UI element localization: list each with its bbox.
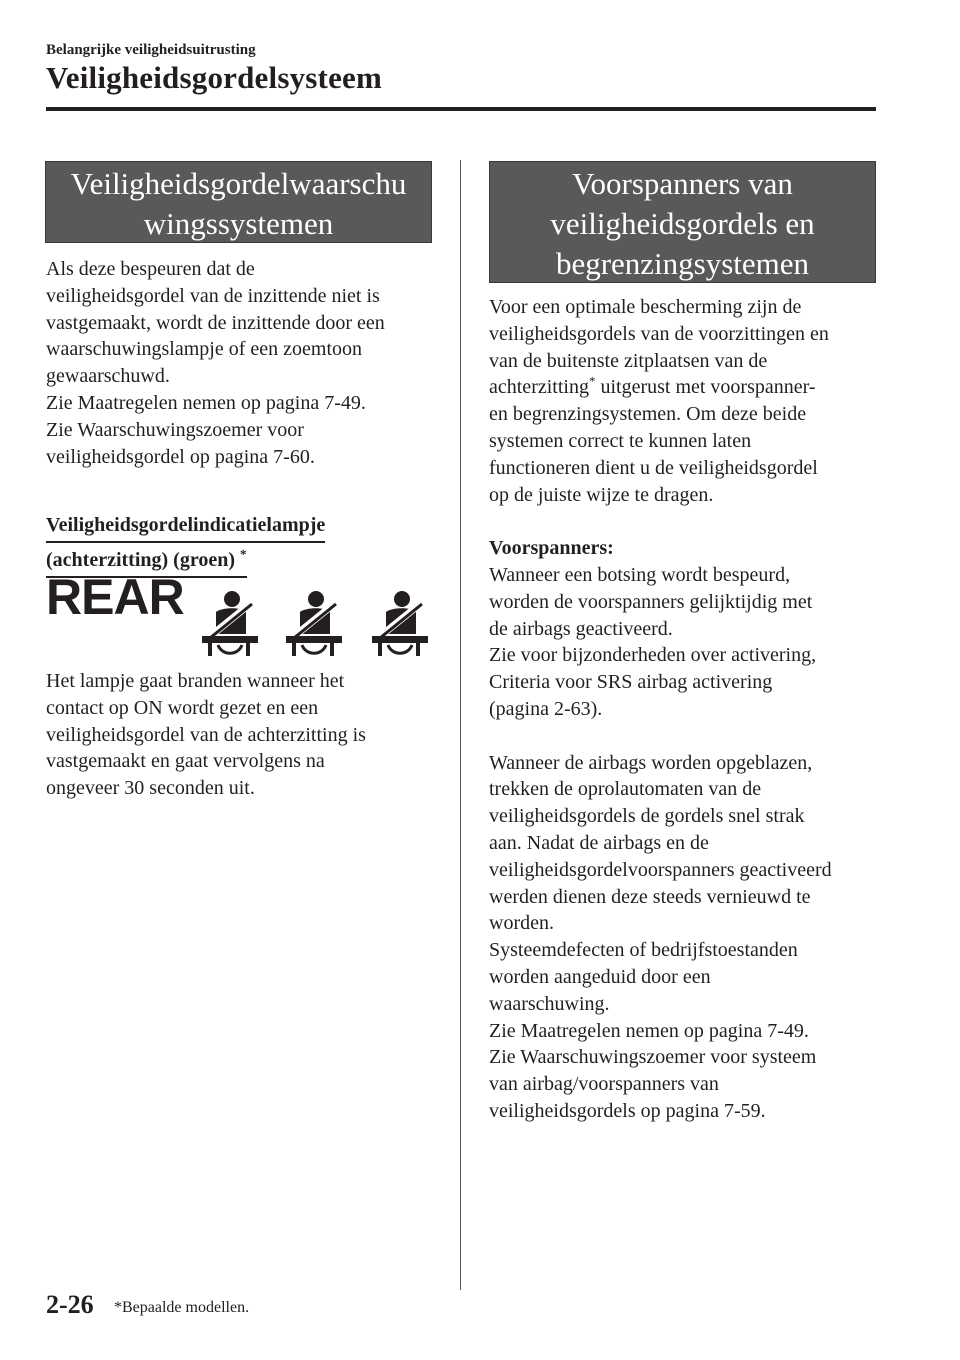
text-line: gewaarschuwd. — [46, 365, 170, 388]
footnote: *Bepaalde modellen. — [114, 1299, 250, 1316]
text-line: waarschuwingslampje of een zoemtoon — [46, 338, 363, 361]
intro-paragraph — [46, 256, 446, 470]
indicator-description — [46, 668, 446, 802]
text-line: veiligheidsgordels op pagina 7-59. — [489, 1099, 766, 1122]
text-line: veiligheidsgordel op pagina 7-60. — [46, 445, 315, 468]
text-line: vastgemaakt en gaat vervolgens na — [46, 750, 325, 773]
heading-line: begrenzingsystemen — [555, 246, 810, 281]
rear-indicator-label: REAR — [46, 569, 184, 625]
text-line: van de buitenste zitplaatsen van de — [489, 349, 768, 372]
text-line: veiligheidsgordel van de inzittende niet is — [46, 284, 380, 307]
pretensioner-body — [489, 294, 889, 1125]
paragraph-gap — [489, 508, 889, 535]
seatbelt-icon — [282, 590, 346, 660]
pretensioner-title: Voorspanners: — [489, 537, 614, 560]
subheading-line: Veiligheidsgordelindicatielampje — [46, 510, 325, 543]
text-fragment: uitgerust met voorspanner- — [595, 376, 816, 399]
text-line: worden. — [489, 912, 554, 935]
text-fragment: achterzitting — [489, 376, 589, 399]
text-line: (pagina 2-63). — [489, 697, 603, 720]
text-line: veiligheidsgordels van de voorzittingen en — [489, 322, 829, 345]
text-line: veiligheidsgordelvoorspanners geactiveerd — [489, 858, 832, 881]
text-line: vastgemaakt, wordt de inzittende door een — [46, 311, 385, 334]
footnote-mark: * — [588, 373, 596, 389]
column-divider — [460, 160, 461, 1290]
text-line: ongeveer 30 seconden uit. — [46, 777, 255, 800]
text-line: veiligheidsgordel van de achterzitting is — [46, 723, 366, 746]
text-line: Zie Maatregelen nemen op pagina 7-49. — [489, 1019, 809, 1042]
text-line: Zie Waarschuwingszoemer voor systeem — [489, 1046, 817, 1069]
text-line: en begrenzingsystemen. Om deze beide — [489, 403, 807, 426]
text-line: op de juiste wijze te dragen. — [489, 483, 714, 506]
text-line: werden dienen deze steeds vernieuwd te — [489, 885, 811, 908]
text-line: waarschuwing. — [489, 992, 610, 1015]
page-number: 2-26 — [46, 1290, 94, 1319]
text-line: Zie voor bijzonderheden over activering, — [489, 644, 817, 667]
heading-line: wingssystemen — [143, 206, 334, 241]
heading-pretensioners — [489, 161, 876, 283]
text-line: functioneren dient u de veiligheidsgordel — [489, 456, 818, 479]
text-line: Als deze bespeuren dat de — [46, 258, 255, 280]
text-line: Het lampje gaat branden wanneer het — [46, 670, 345, 692]
text-line: Criteria voor SRS airbag activering — [489, 671, 773, 694]
text-line — [489, 374, 889, 401]
page-title: Veiligheidsgordelsysteem — [46, 60, 383, 95]
text-line: Voor een optimale bescherming zijn de — [489, 296, 802, 318]
seatbelt-icon — [198, 590, 262, 660]
subheading-text: (achterzitting) (groen) — [46, 549, 236, 571]
heading-line: Veiligheidsgordelwaarschu — [70, 166, 407, 201]
text-line: worden aangeduid door een — [489, 965, 711, 988]
text-line: systemen correct te kunnen laten — [489, 429, 752, 452]
title-rule — [46, 107, 876, 111]
heading-line: veiligheidsgordels en — [550, 206, 815, 241]
text-line: Zie Waarschuwingszoemer voor — [46, 418, 304, 441]
text-line: worden de voorspanners gelijktijdig met — [489, 590, 813, 613]
footnote-mark: * — [240, 546, 247, 562]
section-label: Belangrijke veiligheidsuitrusting — [46, 42, 256, 58]
heading-line: Voorspanners van — [572, 166, 793, 201]
text-line: aan. Nadat de airbags en de — [489, 831, 709, 854]
text-line: de airbags geactiveerd. — [489, 617, 673, 640]
text-line: Wanneer een botsing wordt bespeurd, — [489, 563, 791, 586]
text-line: van airbag/voorspanners van — [489, 1073, 719, 1096]
text-line: Wanneer de airbags worden opgeblazen, — [489, 751, 813, 774]
text-line: Systeemdefecten of bedrijfstoestanden — [489, 939, 798, 962]
text-line: trekken de oprolautomaten van de — [489, 778, 762, 801]
heading-seatbelt-warning-systems — [45, 161, 432, 243]
text-line: Zie Maatregelen nemen op pagina 7-49. — [46, 391, 366, 414]
text-line: contact op ON wordt gezet en een — [46, 696, 319, 719]
text-line: veiligheidsgordels de gordels snel strak — [489, 805, 805, 828]
seatbelt-icon — [368, 590, 432, 660]
paragraph-gap — [489, 723, 889, 750]
